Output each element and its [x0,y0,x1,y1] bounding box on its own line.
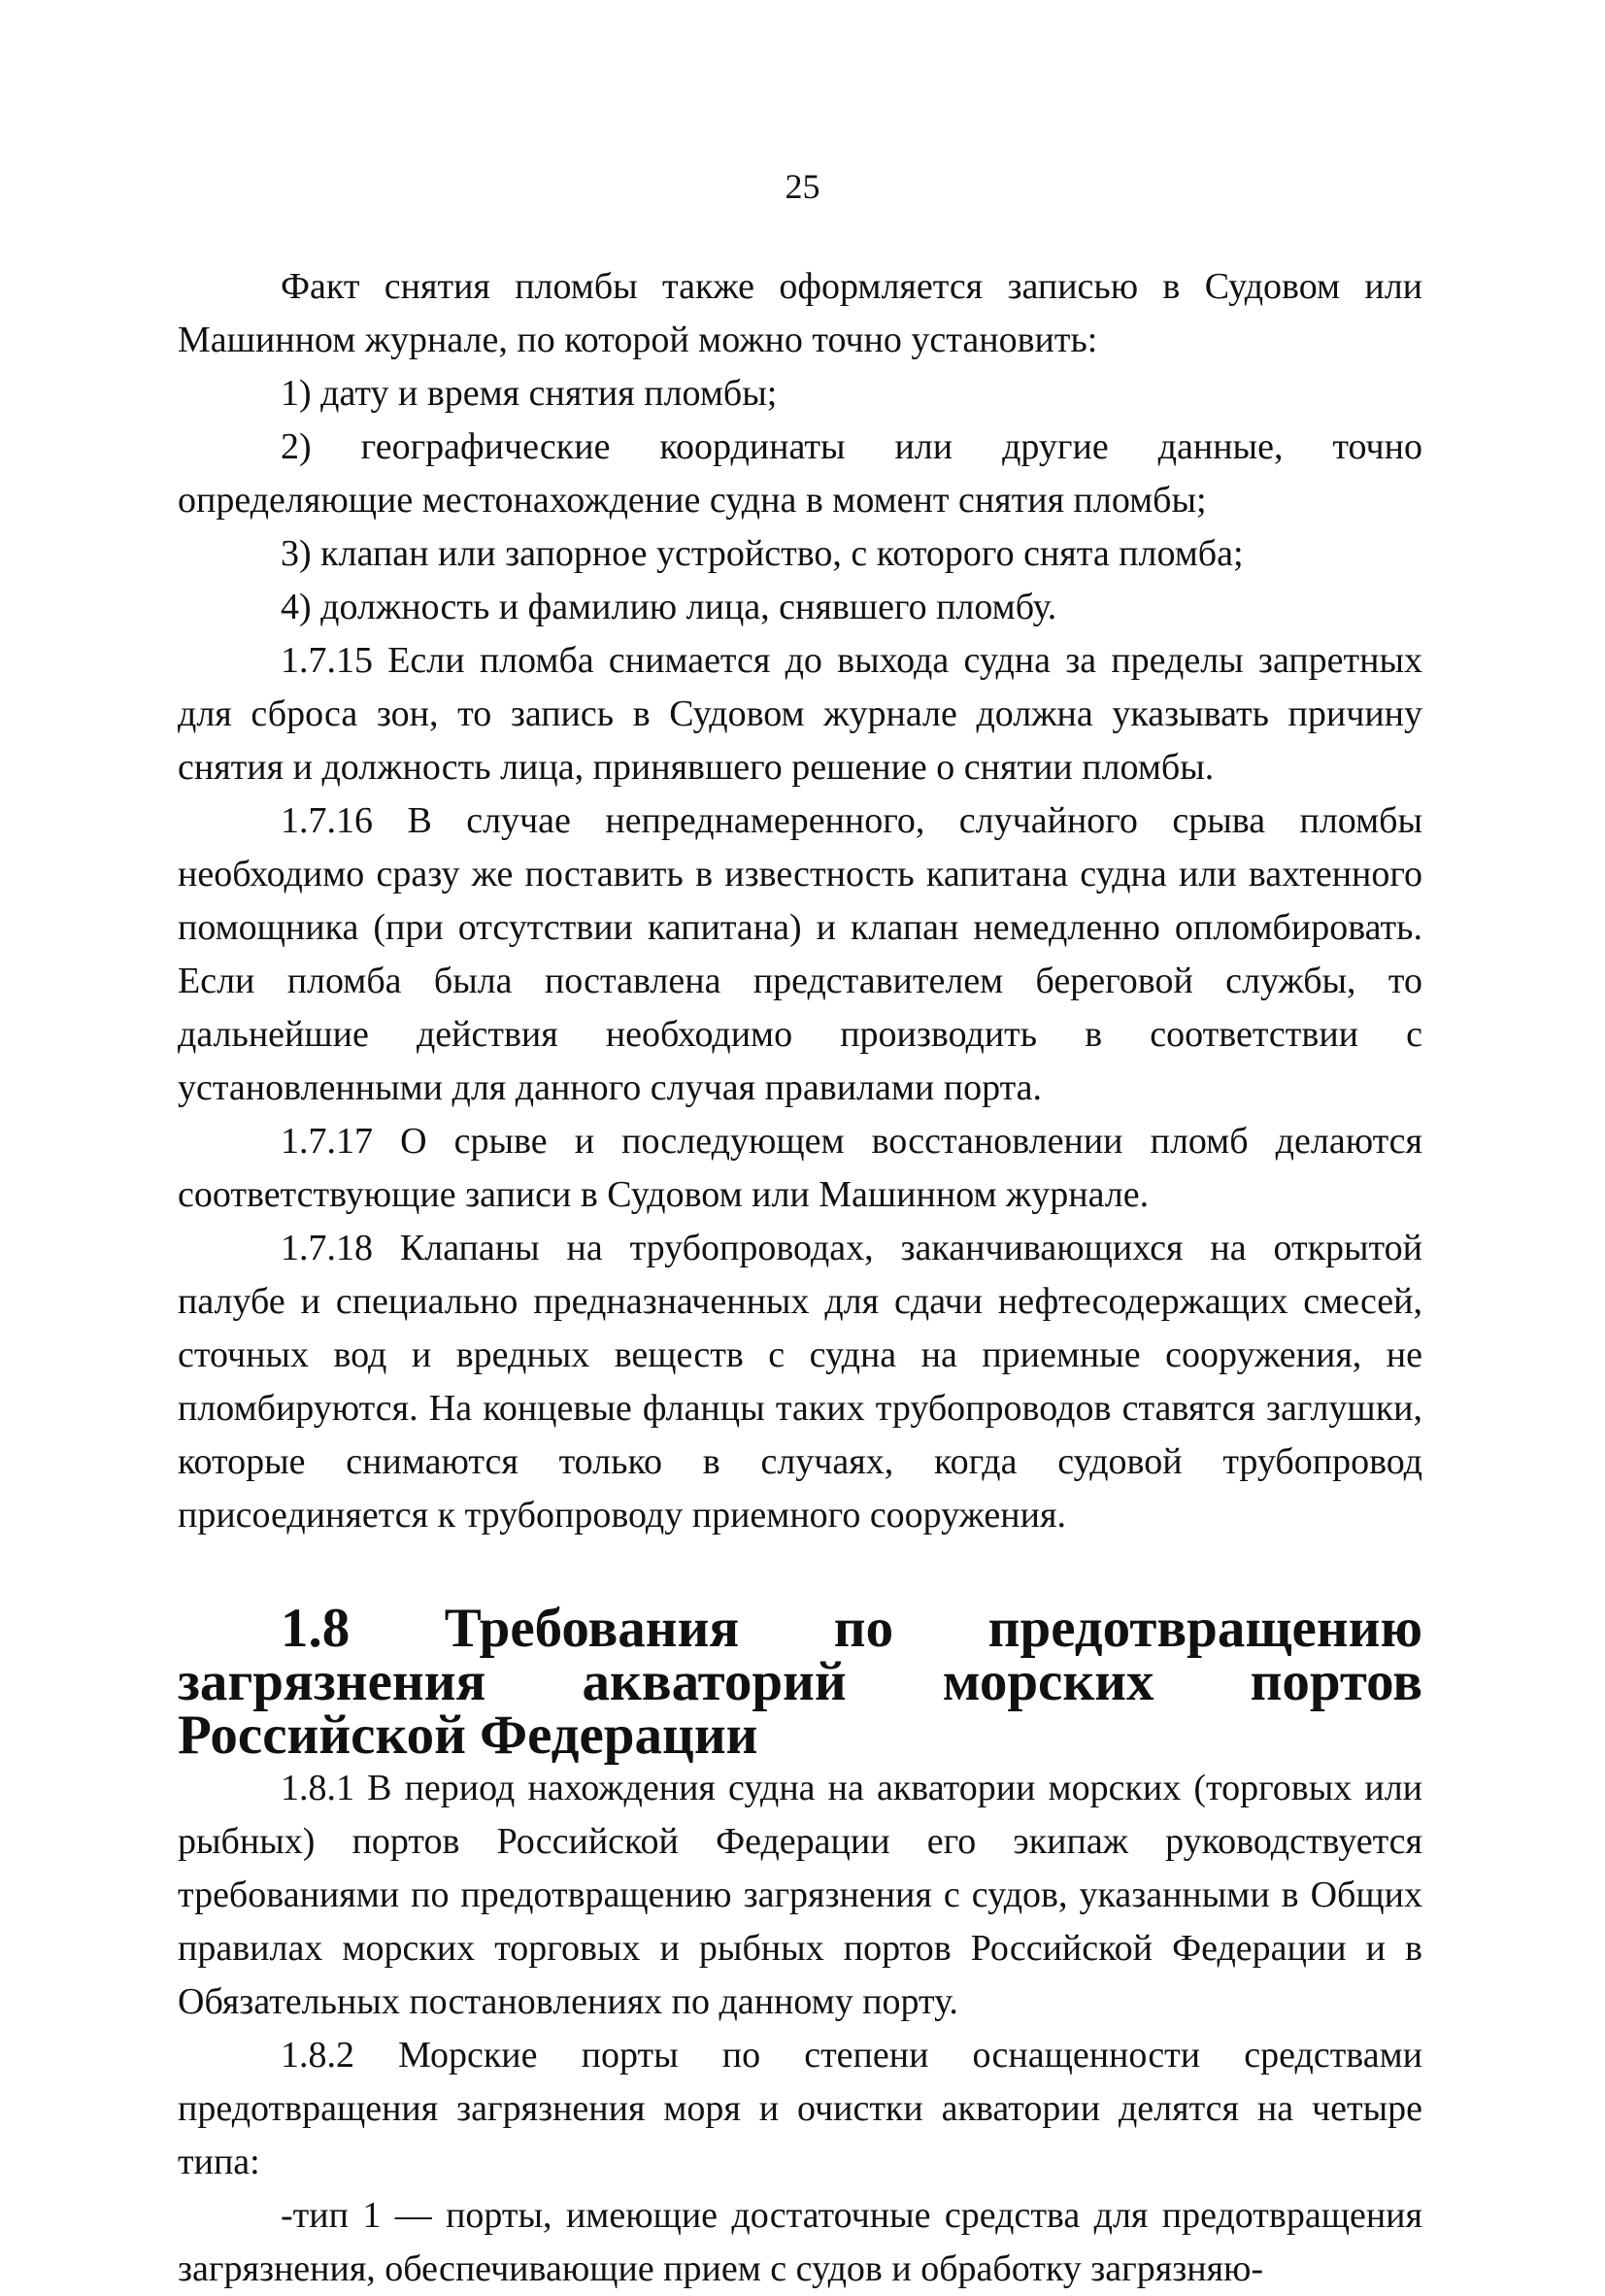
paragraph-1-7-17: 1.7.17 О срыве и последующем восстановлении пломб делаются соответствующие записи в Судовом или Машинном журнале. [178,1121,1422,1215]
list-item-3: 3) клапан или запорное устройство, с которого снята пломба; [281,533,1244,574]
paragraph-seal-removal-record: Факт снятия пломбы также оформляется записью в Судовом или Машинном журнале, по которой можно точно установить: [178,266,1422,360]
paragraph-1-7-15: 1.7.15 Если пломба снимается до выхода судна за пределы запретных для сброса зон, то запись в Судовом журнале должна указывать причину снятия и должность лица, принявшего решение о снятии пломбы. [178,640,1422,788]
list-item-4: 4) должность и фамилию лица, снявшего пломбу. [281,587,1057,627]
document-body [178,260,1422,2296]
paragraph-1-8-2: 1.8.2 Морские порты по степени оснащенности средствами предотвращения загрязнения моря и очистки акватории делятся на четыре типа: [178,2035,1422,2182]
list-item-1: 1) дату и время снятия пломбы; [281,373,778,414]
paragraph-1-7-18: 1.7.18 Клапаны на трубопроводах, заканчивающихся на открытой палубе и специально предназначенных для сдачи нефтесодержащих смесей, сточных вод и вредных веществ с судна на приемные сооружения, не пломбируются. На концевые фланцы таких трубопроводов ставятся заглушки, которые снимаются только в случаях, когда судовой трубопровод присоединяется к трубопроводу приемного сооружения. [178,1228,1422,1536]
section-heading-1-8: 1.8 Требования по предотвращению загрязнения акваторий морских портов Российской Федерации [178,1598,1422,1766]
paragraph-port-type-1: -тип 1 — порты, имеющие достаточные средства для предотвращения загрязнения, обеспечивающие прием с судов и обработку загрязняю- [178,2195,1422,2289]
list-item-2: 2) географические координаты или другие данные, точно определяющие местонахождение судна в момент снятия пломбы; [178,426,1422,521]
paragraph-1-8-1: 1.8.1 В период нахождения судна на акватории морских (торговых или рыбных) портов Российской Федерации его экипаж руководствуется требованиями по предотвращению загрязнения с судов, указанными в Общих правилах морских торговых и рыбных портов Российской Федерации и в Обязательных постановлениях по данному порту. [178,1768,1422,2022]
page-number: 25 [785,167,820,206]
paragraph-1-7-16: 1.7.16 В случае непреднамеренного, случайного срыва пломбы необходимо сразу же поставить в известность капитана судна или вахтенного помощника (при отсутствии капитана) и клапан немедленно опломбировать. Если пломба была поставлена представителем береговой службы, то дальнейшие действия необходимо производить в соответствии с установленными для данного случая правилами порта. [178,800,1422,1108]
